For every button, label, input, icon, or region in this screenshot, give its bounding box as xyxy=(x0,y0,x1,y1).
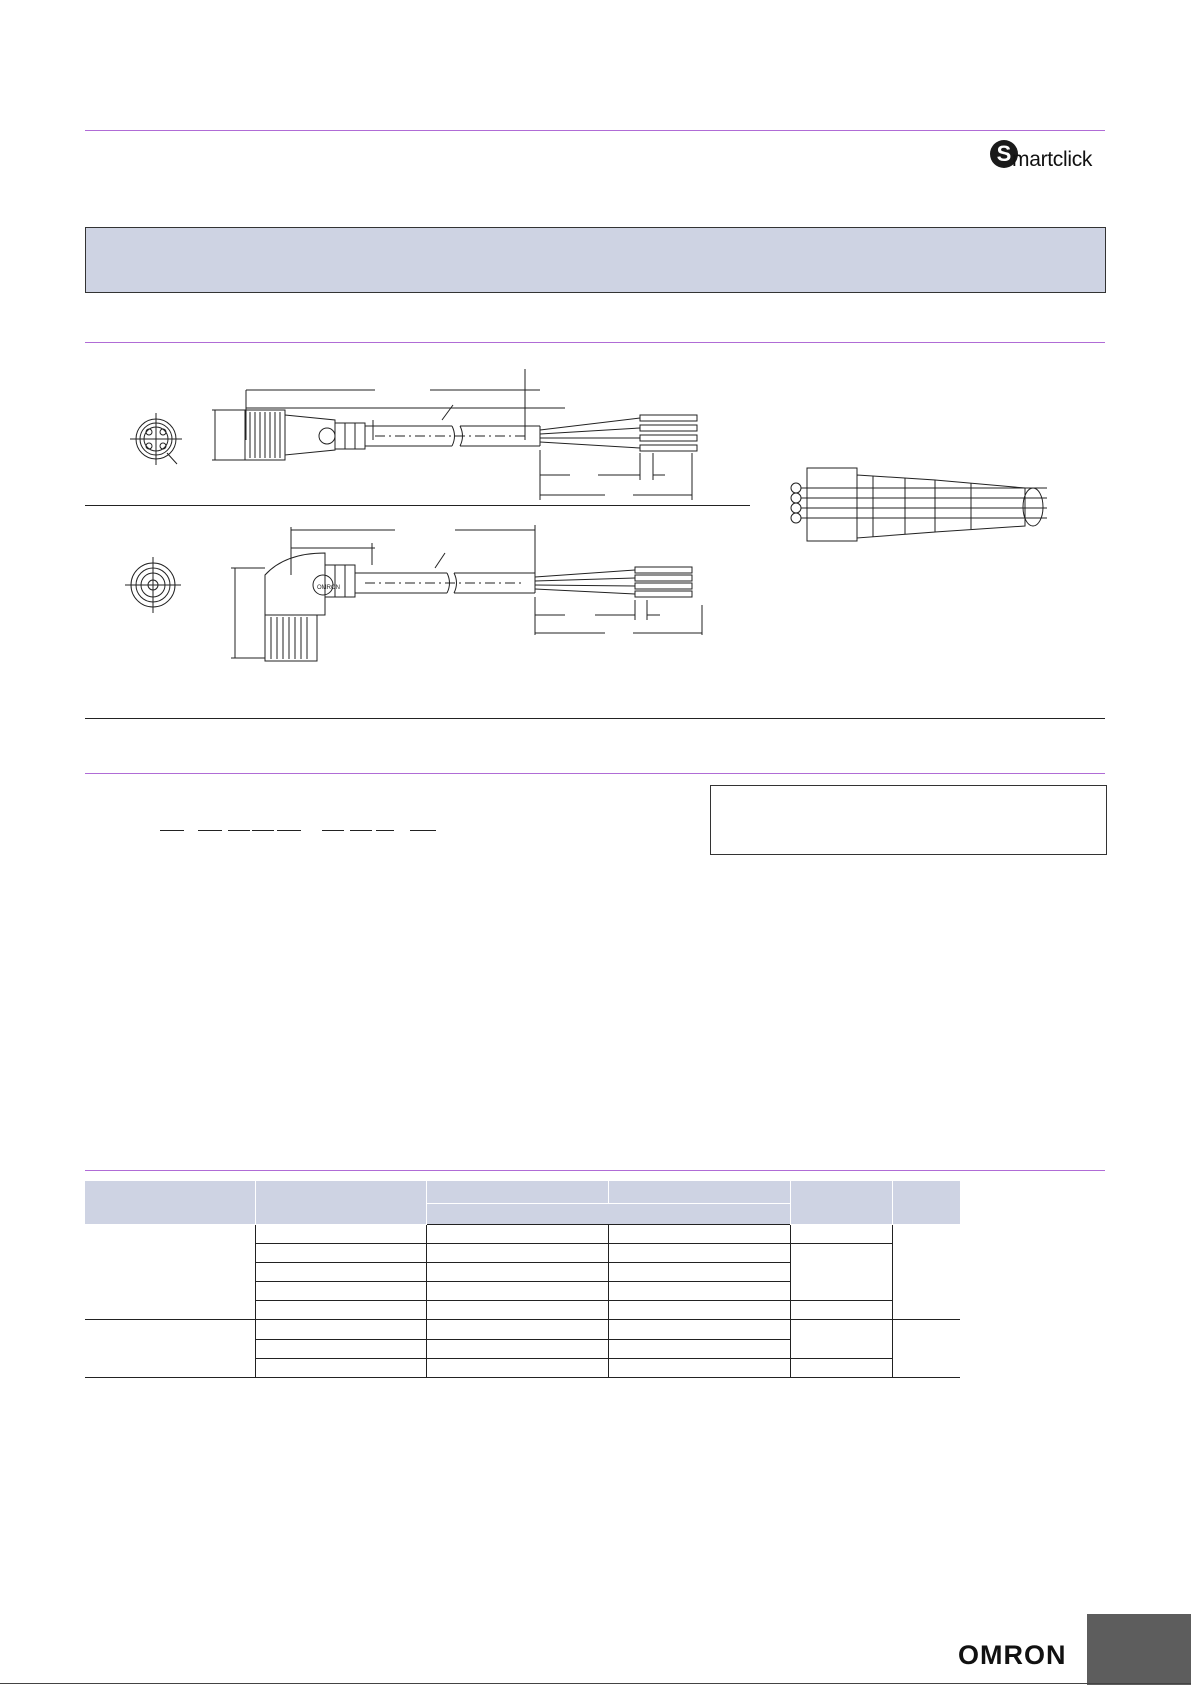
table-header-row xyxy=(85,1181,960,1203)
table-row xyxy=(85,1319,960,1339)
table-cell xyxy=(893,1319,961,1377)
omron-logo: OMRON xyxy=(958,1640,1067,1670)
model-code-blank-5 xyxy=(277,830,301,831)
table-cell xyxy=(427,1224,609,1243)
table-header-cell xyxy=(256,1181,427,1224)
table-cell xyxy=(427,1358,609,1377)
table-cell xyxy=(427,1319,609,1339)
footer-rule xyxy=(0,1683,1191,1684)
drawing-divider xyxy=(85,505,750,506)
note-box xyxy=(710,785,1107,855)
table-cell xyxy=(427,1243,609,1262)
table-cell xyxy=(609,1262,791,1281)
angled-connector-drawing xyxy=(85,515,750,675)
model-code-blank-8 xyxy=(376,830,394,831)
table-header-cell xyxy=(791,1181,893,1224)
table-cell xyxy=(256,1339,427,1358)
table-cell xyxy=(427,1339,609,1358)
table-cell xyxy=(256,1300,427,1319)
title-band xyxy=(85,227,1106,293)
model-code-blank-7 xyxy=(350,830,372,831)
table-row xyxy=(85,1224,960,1243)
table-header-cell xyxy=(427,1203,791,1224)
table-header-cell xyxy=(427,1181,609,1203)
connector-cap-label: OMRON xyxy=(317,585,340,591)
table-cell xyxy=(256,1224,427,1243)
table-cell xyxy=(256,1319,427,1339)
smartclick-logo-text: martclick xyxy=(1012,148,1093,171)
table-cell xyxy=(256,1281,427,1300)
table-cell xyxy=(609,1319,791,1339)
table-cell xyxy=(609,1281,791,1300)
table-cell xyxy=(427,1281,609,1300)
table-header-cell xyxy=(609,1181,791,1203)
straight-connector-face-view xyxy=(130,413,182,465)
model-code-blank-3 xyxy=(228,830,250,831)
model-code-blank-4 xyxy=(252,830,274,831)
ordering-table xyxy=(85,1181,960,1378)
smartclick-logo xyxy=(990,140,1106,172)
table-cell xyxy=(609,1339,791,1358)
table-cell xyxy=(609,1300,791,1319)
table-cell xyxy=(609,1224,791,1243)
table-cell xyxy=(791,1224,893,1243)
table-cell xyxy=(609,1243,791,1262)
table-cell xyxy=(427,1262,609,1281)
table-cell xyxy=(427,1300,609,1319)
dimensions-section-bottom-rule xyxy=(85,718,1105,719)
page-number-tab xyxy=(1087,1614,1191,1685)
table-cell xyxy=(791,1300,893,1319)
model-code-blank-1 xyxy=(160,830,184,831)
straight-connector-drawing xyxy=(85,360,750,510)
angled-connector-face-view xyxy=(125,557,181,613)
header-rule xyxy=(85,130,1105,131)
table-cell xyxy=(609,1358,791,1377)
table-cell xyxy=(791,1243,893,1300)
table-header-cell xyxy=(893,1181,961,1224)
model-code-blank-6 xyxy=(322,830,344,831)
model-code-blank-9 xyxy=(410,830,436,831)
model-code-blank-2 xyxy=(198,830,222,831)
table-cell xyxy=(791,1358,893,1377)
table-cell xyxy=(791,1319,893,1358)
model-section-rule xyxy=(85,773,1105,774)
dimensions-section-rule xyxy=(85,342,1105,343)
table-cell xyxy=(256,1262,427,1281)
table-cell xyxy=(85,1224,256,1319)
table-cell xyxy=(256,1243,427,1262)
ordering-section-rule xyxy=(85,1170,1105,1171)
table-cell xyxy=(893,1224,961,1319)
table-header-cell xyxy=(85,1181,256,1224)
table-cell xyxy=(85,1319,256,1377)
table-cell xyxy=(256,1358,427,1377)
smartclick-logo-initial: S xyxy=(990,140,1018,168)
wiring-diagram xyxy=(785,460,1055,560)
